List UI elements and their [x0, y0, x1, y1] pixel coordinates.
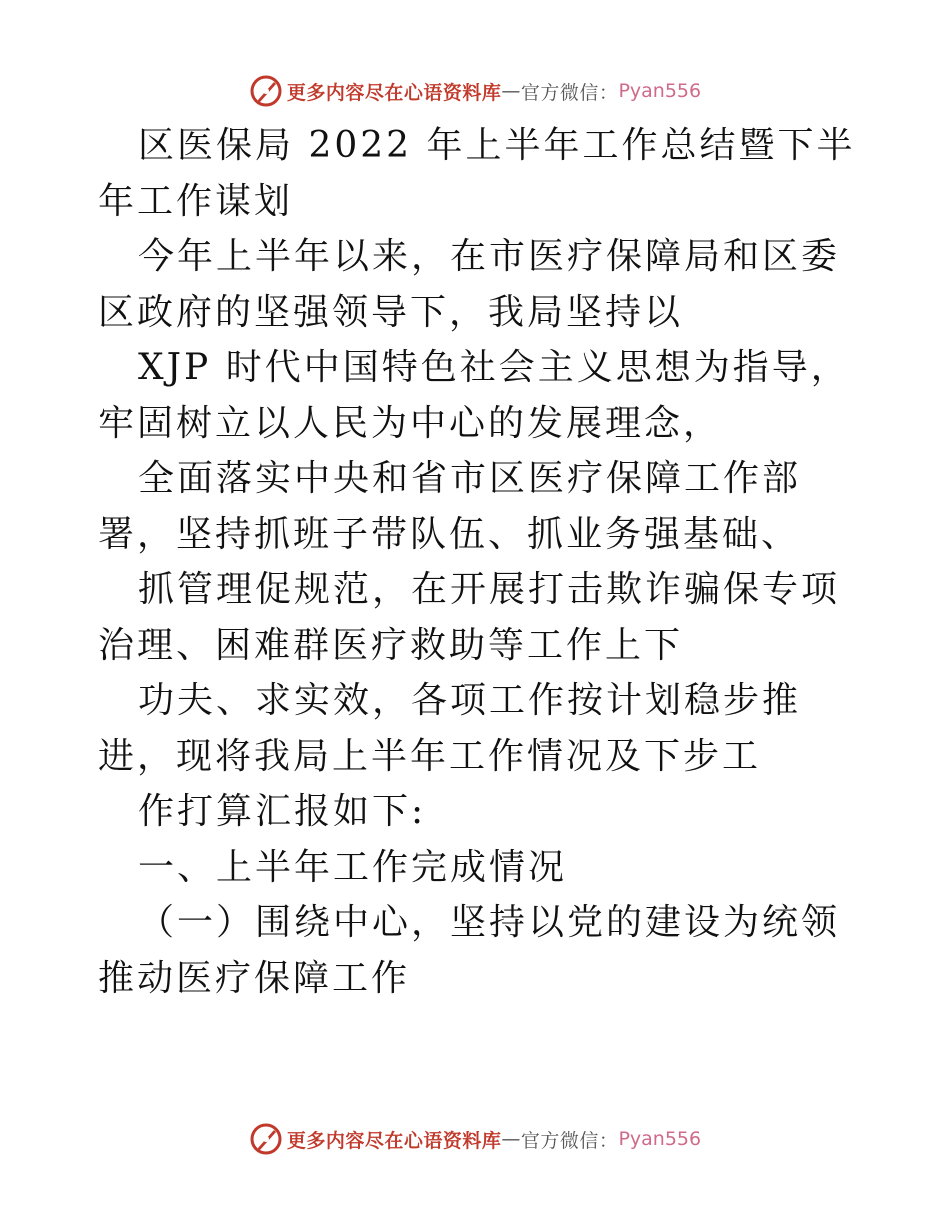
paragraph-intro-4: 抓管理促规范，在开展打击欺诈骗保专项治理、困难群医疗救助等工作上下	[98, 569, 841, 666]
paragraph-intro-6: 作打算汇报如下:	[138, 791, 427, 832]
section-heading-1: 一、上半年工作完成情况	[138, 846, 568, 888]
document-title: 区医保局 2022 年上半年工作总结暨下半年工作谋划	[98, 125, 856, 222]
paragraph-intro-1: 今年上半年以来，在市医疗保障局和区委区政府的坚强领导下，我局坚持以	[98, 236, 841, 333]
header-watermark	[0, 74, 950, 108]
watermark-dash: —	[501, 80, 521, 102]
watermark-wechat-label: 官方微信：	[520, 1129, 619, 1152]
document-body	[98, 118, 858, 1006]
paragraph-intro-5: 功夫、求实效，各项工作按计划稳步推进，现将我局上半年工作情况及下步工	[98, 680, 802, 777]
watermark-wechat-id: Pyan556	[618, 1128, 702, 1150]
watermark-site: 更多内容尽在心语资料库	[286, 1129, 502, 1152]
footer-watermark	[0, 1122, 950, 1156]
paragraph-intro-3: 全面落实中央和省市区医疗保障工作部署，坚持抓班子带队伍、抓业务强基础、	[98, 458, 802, 555]
watermark-wechat-label: 官方微信：	[520, 81, 619, 104]
paragraph-intro-2: XJP 时代中国特色社会主义思想为指导，牢固树立以人民为中心的发展理念，	[98, 347, 850, 444]
subsection-heading-1: （一）围绕中心，坚持以党的建设为统领推动医疗保障工作	[98, 902, 841, 999]
quill-pen-logo-icon	[249, 1122, 283, 1156]
quill-pen-logo-icon	[249, 74, 283, 108]
watermark-dash: —	[501, 1128, 521, 1150]
watermark-wechat-id: Pyan556	[618, 80, 702, 102]
watermark-site: 更多内容尽在心语资料库	[286, 81, 502, 104]
